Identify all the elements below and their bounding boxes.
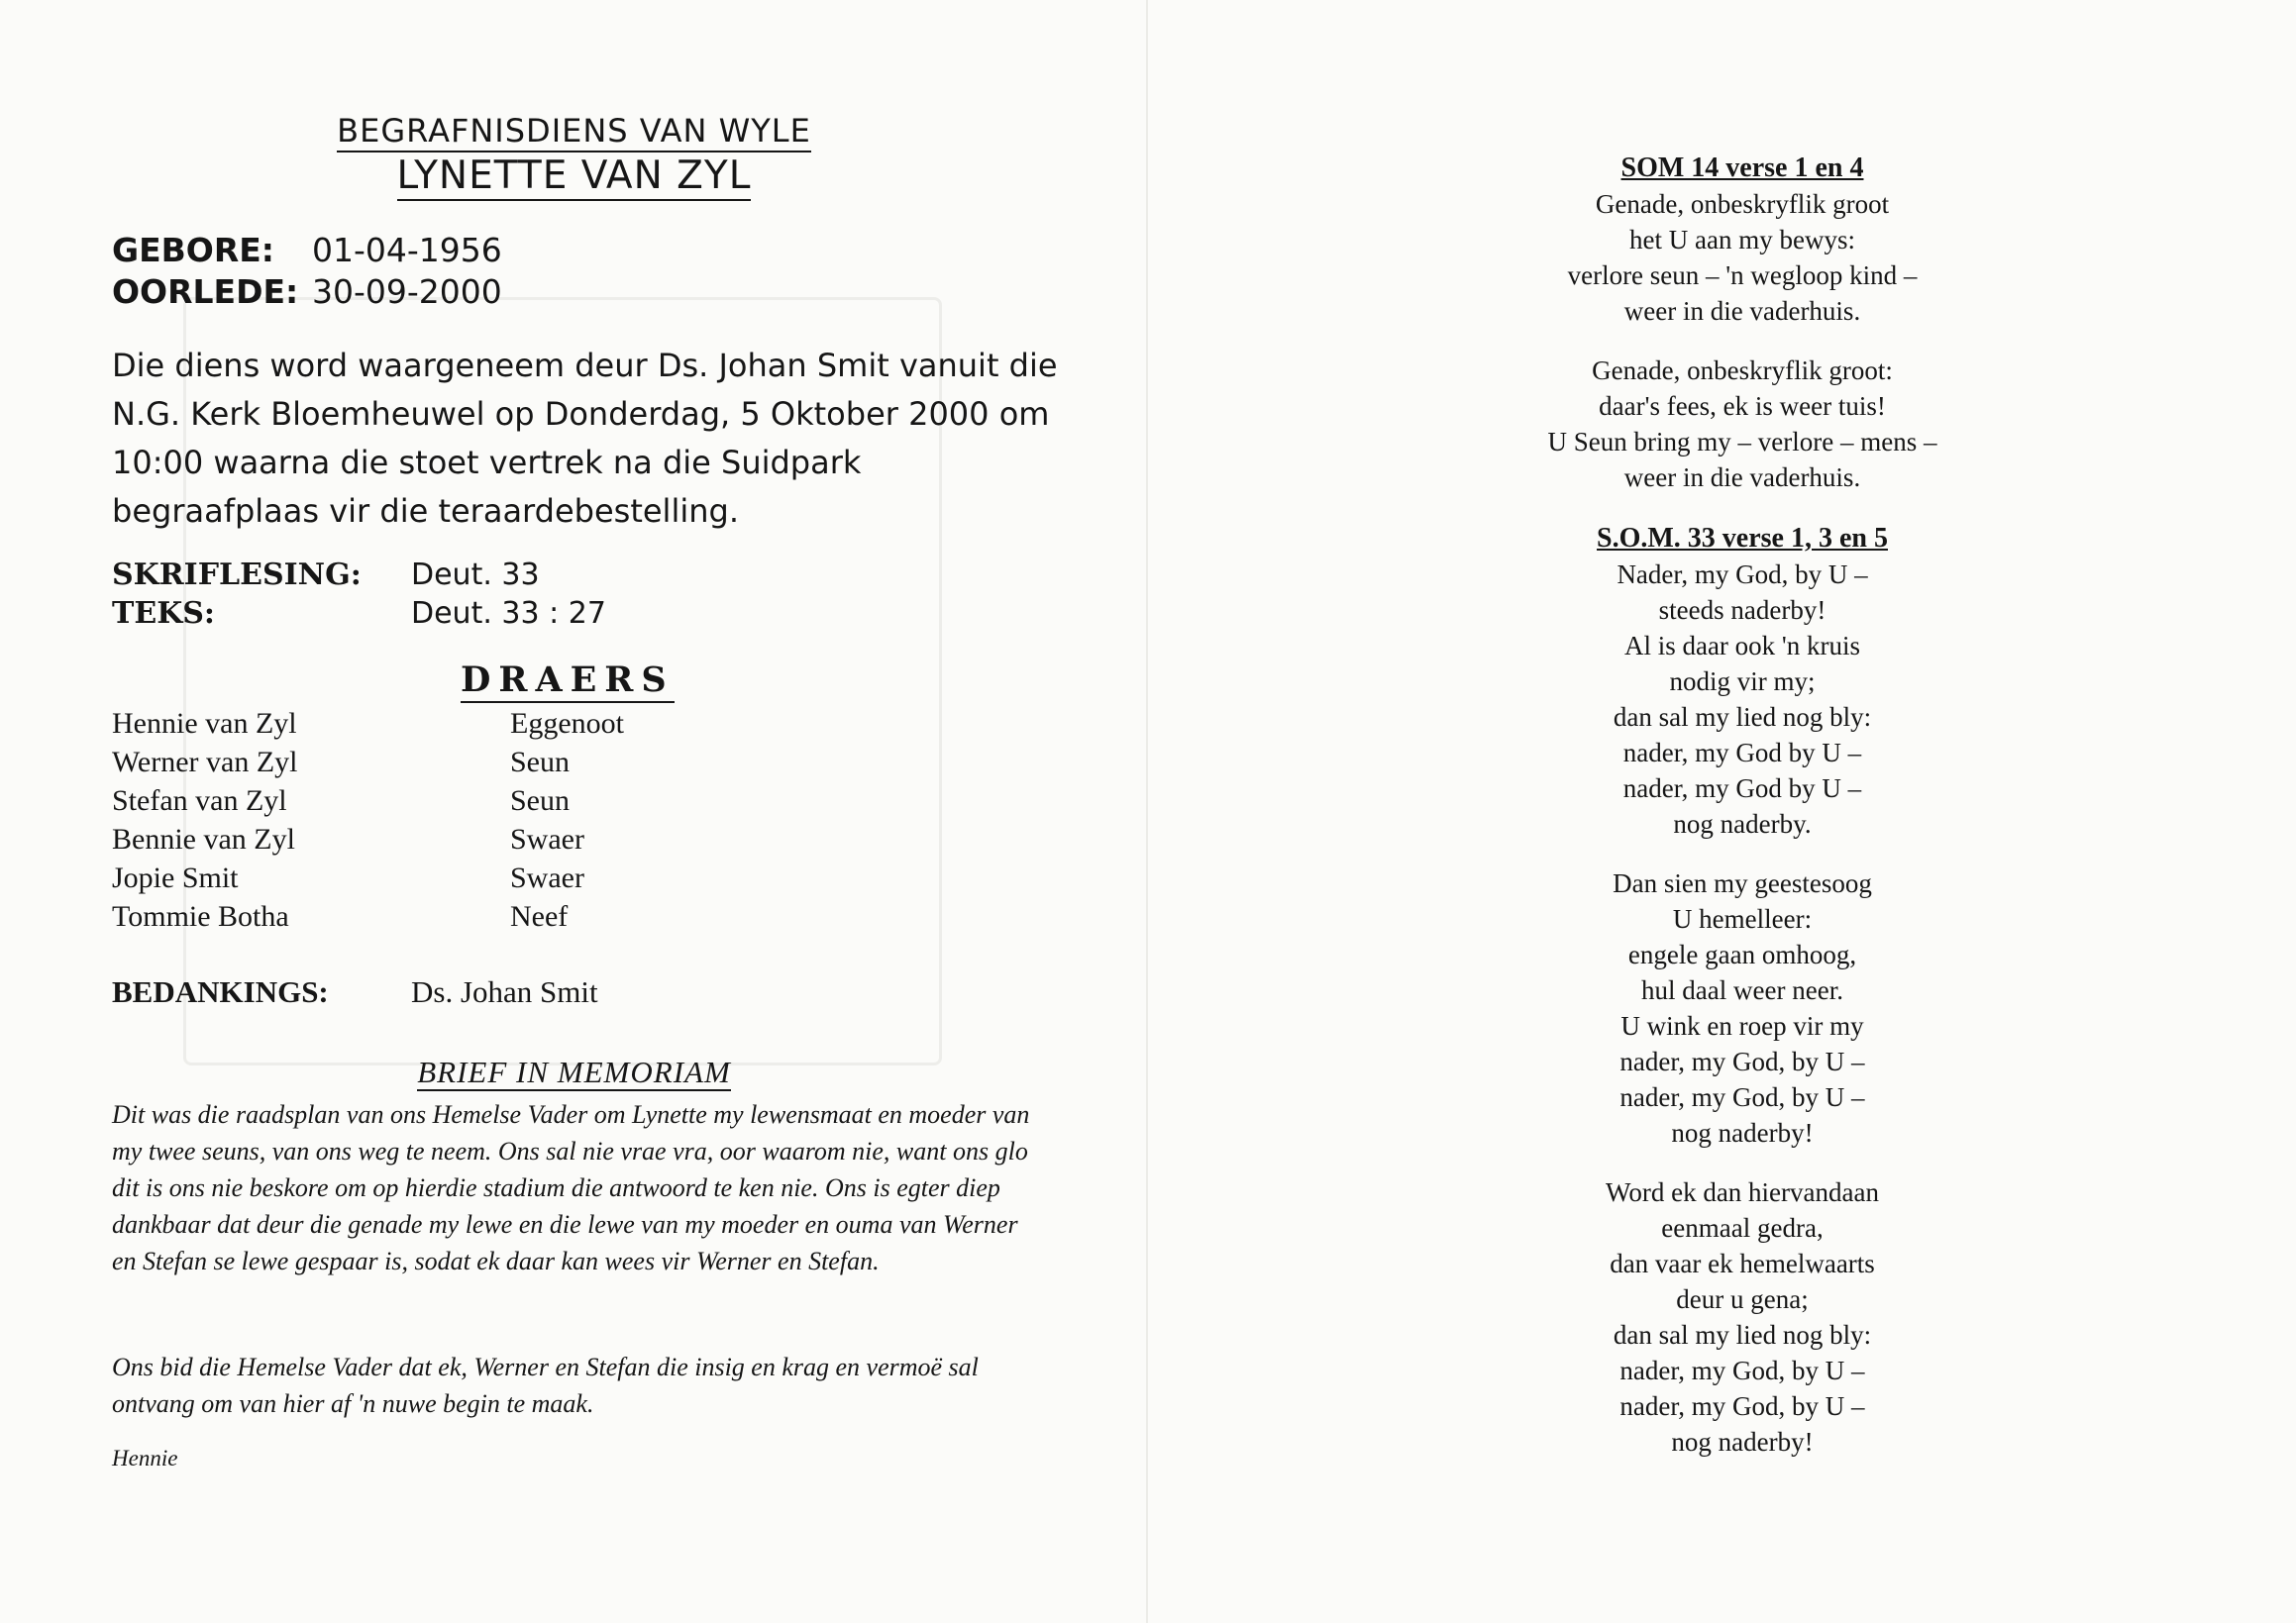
- lyric-line: Nader, my God, by U –: [1617, 559, 1868, 589]
- bearer-name: Stefan van Zyl: [112, 784, 287, 817]
- lyric-line: Word ek dan hiervandaan: [1606, 1177, 1879, 1207]
- reading-row: [112, 556, 606, 594]
- reading-value: Deut. 33: [411, 558, 540, 592]
- deceased-name: LYNETTE VAN ZYL: [0, 153, 1148, 198]
- hymn-1-stanza-1: [1445, 186, 2039, 329]
- bearer-row: [112, 781, 624, 820]
- lyric-line: Dan sien my geestesoog: [1613, 868, 1872, 898]
- hymn-2-stanza-2: [1445, 865, 2039, 1151]
- bearers-list: [112, 704, 624, 936]
- bearer-row: [112, 820, 624, 859]
- lyric-line: nog naderby!: [1671, 1427, 1814, 1457]
- died-row: [112, 271, 502, 313]
- born-row: [112, 230, 502, 271]
- lyric-line: nader, my God, by U –: [1619, 1391, 1865, 1421]
- lyric-line: steeds naderby!: [1658, 595, 1826, 625]
- bearer-relation: Seun: [510, 784, 570, 817]
- hymn-2-stanza-3: [1445, 1174, 2039, 1460]
- lyric-line: nader, my God, by U –: [1619, 1047, 1865, 1076]
- lyric-line: nodig vir my;: [1669, 666, 1816, 696]
- bearer-relation: Swaer: [510, 823, 584, 856]
- thanks-label: BEDANKINGS:: [112, 974, 329, 1009]
- lyric-line: Genade, onbeskryflik groot:: [1592, 355, 1893, 385]
- died-date: 30-09-2000: [312, 272, 502, 311]
- lyric-line: weer in die vaderhuis.: [1623, 296, 1861, 326]
- lyric-line: nader, my God, by U –: [1619, 1082, 1865, 1112]
- lyric-line: daar's fees, ek is weer tuis!: [1599, 391, 1886, 421]
- memoriam-heading: BRIEF IN MEMORIAM: [417, 1055, 731, 1089]
- lyric-line: U hemelleer:: [1672, 904, 1813, 934]
- lyric-line: U wink en roep vir my: [1620, 1011, 1864, 1041]
- thanks-value: Ds. Johan Smit: [411, 974, 598, 1009]
- thanks-row: [112, 972, 598, 1012]
- bearer-name: Bennie van Zyl: [112, 823, 295, 856]
- lyric-line: Al is daar ook 'n kruis: [1623, 631, 1861, 660]
- lyric-line: nader, my God by U –: [1622, 773, 1862, 803]
- scripture-block: [112, 556, 606, 633]
- hymn-2: [1445, 521, 2039, 1483]
- signature: Hennie: [112, 1446, 178, 1471]
- text-row: [112, 594, 606, 633]
- born-label: GEBORE:: [112, 231, 274, 269]
- memoriam-paragraph-1: Dit was die raadsplan van ons Hemelse Vader om Lynette my lewensmaat en moeder van my twee seuns, van ons weg te neem. Ons sal nie vrae vra, oor waarom nie, want ons glo dit is ons nie beskore om op hierdie stadium die antwoord te ken nie. Ons is egter diep dankbaar dat deur die genade my lewe en die lewe van my moeder en ouma van Werner en Stefan se lewe gespaar is, sodat ek daar kan wees vir Werner en Stefan.: [112, 1100, 1030, 1275]
- lyric-line: hul daal weer neer.: [1641, 975, 1843, 1005]
- bearer-row: [112, 859, 624, 897]
- lyric-line: het U aan my bewys:: [1629, 225, 1855, 254]
- died-label: OORLEDE:: [112, 272, 299, 311]
- reading-label: SKRIFLESING:: [112, 558, 362, 592]
- lyric-line: verlore seun – 'n wegloop kind –: [1567, 260, 1918, 290]
- lyric-line: nog naderby!: [1671, 1118, 1814, 1148]
- bearer-name: Hennie van Zyl: [112, 707, 297, 740]
- text-value: Deut. 33 : 27: [411, 596, 606, 631]
- lyric-line: eenmaal gedra,: [1661, 1213, 1824, 1243]
- hymn-1: [1445, 151, 2039, 519]
- born-date: 01-04-1956: [312, 231, 502, 269]
- hymn-1-title: SOM 14 verse 1 en 4: [1620, 152, 1864, 183]
- text-label: TEKS:: [112, 596, 216, 631]
- bearer-row: [112, 897, 624, 936]
- bearer-name: Werner van Zyl: [112, 746, 298, 778]
- bearer-row: [112, 704, 624, 743]
- lyric-line: weer in die vaderhuis.: [1623, 462, 1861, 492]
- dates-block: [112, 230, 502, 313]
- bearer-name: Jopie Smit: [112, 862, 239, 894]
- lyric-line: dan sal my lied nog bly:: [1613, 702, 1872, 732]
- bearers-heading: DRAERS: [461, 659, 675, 703]
- lyric-line: engele gaan omhoog,: [1627, 940, 1857, 969]
- lyric-line: Genade, onbeskryflik groot: [1595, 189, 1890, 219]
- bearer-relation: Eggenoot: [510, 707, 624, 740]
- bearer-relation: Neef: [510, 900, 569, 933]
- bearer-relation: Seun: [510, 746, 570, 778]
- bearer-row: [112, 743, 624, 781]
- lyric-line: nader, my God, by U –: [1619, 1356, 1865, 1385]
- service-intro: Die diens word waargeneem deur Ds. Johan Smit vanuit die N.G. Kerk Bloemheuwel op Donderdag, 5 Oktober 2000 om 10:00 waarna die stoet vertrek na die Suidpark begraafplaas vir die teraardebestelling.: [112, 347, 1058, 530]
- service-heading: BEGRAFNISDIENS VAN WYLE: [0, 112, 1148, 150]
- hymn-2-stanza-1: [1445, 557, 2039, 842]
- memoriam-paragraph-2: Ons bid die Hemelse Vader dat ek, Werner en Stefan die insig en krag en vermoë sal ontvang om van hier af 'n nuwe begin te maak.: [112, 1353, 979, 1418]
- lyric-line: nader, my God by U –: [1622, 738, 1862, 767]
- lyric-line: U Seun bring my – verlore – mens –: [1547, 427, 1937, 456]
- hymn-2-title: S.O.M. 33 verse 1, 3 en 5: [1597, 523, 1888, 554]
- hymn-1-stanza-2: [1445, 353, 2039, 495]
- bearer-name: Tommie Botha: [112, 900, 289, 933]
- lyric-line: dan sal my lied nog bly:: [1613, 1320, 1872, 1350]
- bearer-relation: Swaer: [510, 862, 584, 894]
- lyric-line: dan vaar ek hemelwaarts: [1610, 1249, 1875, 1278]
- lyric-line: deur u gena;: [1676, 1284, 1809, 1314]
- lyric-line: nog naderby.: [1673, 809, 1812, 839]
